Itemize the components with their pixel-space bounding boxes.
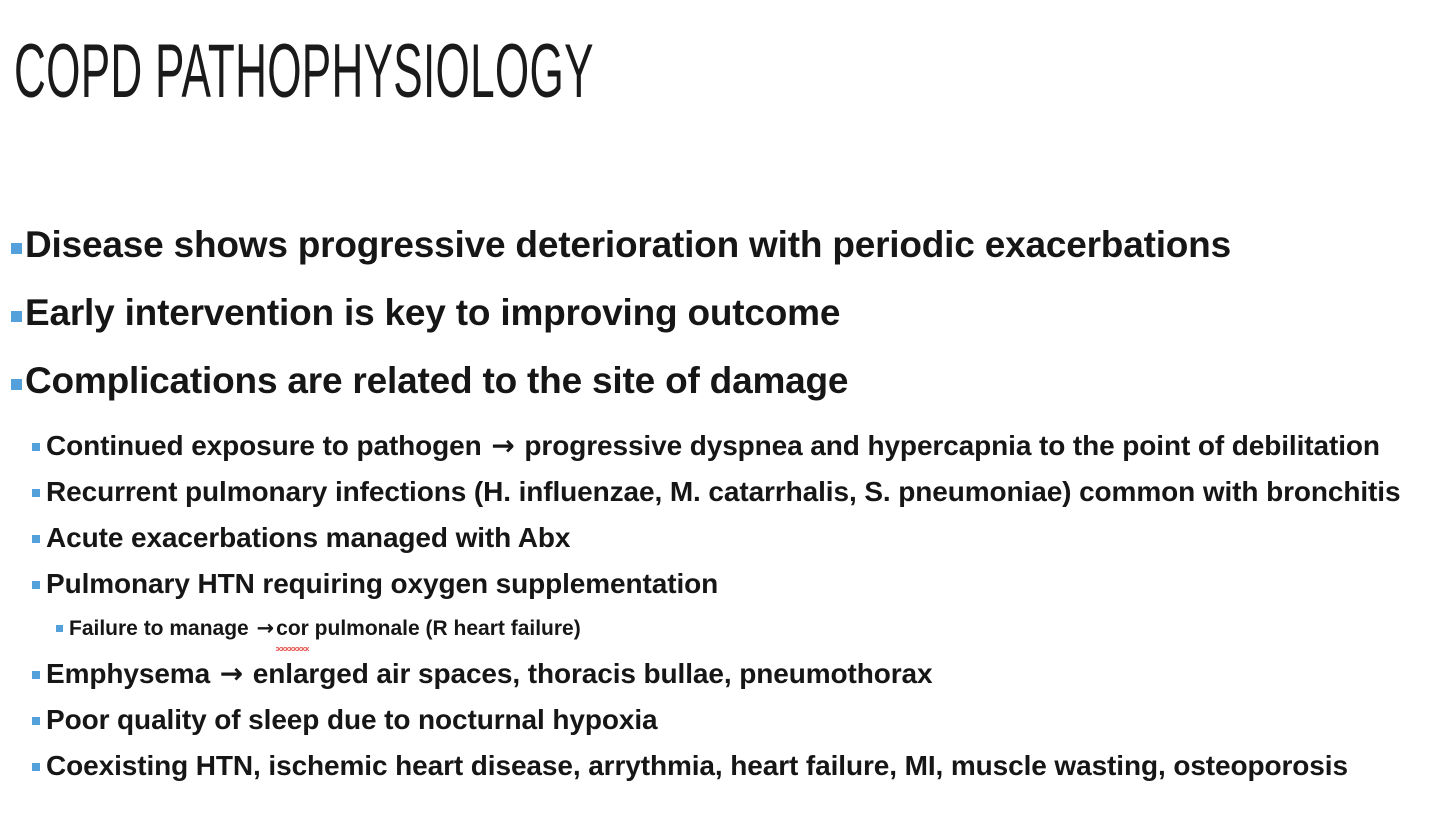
slide-body-content xyxy=(0,222,1440,792)
right-arrow-icon: → xyxy=(491,429,515,462)
bullet-item-level1 xyxy=(0,222,1440,290)
bullet-text: Recurrent pulmonary infections (H. influenzae, M. catarrhalis, S. pneumoniae) common with bronchitis xyxy=(46,476,1401,507)
bullet-text-segment: Emphysema xyxy=(46,658,218,689)
bullet-text: Disease shows progressive deterioration with periodic exacerbations xyxy=(25,224,1231,265)
bullet-item-level2 xyxy=(0,472,1440,518)
bullet-item-level2 xyxy=(0,700,1440,746)
slide-title: COPD PATHOPHYSIOLOGY xyxy=(14,29,594,114)
bullet-text-segment: progressive dyspnea and hypercapnia to the point of debilitation xyxy=(516,430,1380,461)
square-bullet-icon xyxy=(11,379,22,390)
bullet-text: Poor quality of sleep due to nocturnal hypoxia xyxy=(46,704,658,735)
square-bullet-icon xyxy=(32,671,40,679)
bullet-text-segment: pulmonale (R heart failure) xyxy=(308,617,581,640)
bullet-text xyxy=(69,610,581,647)
bullet-item-level1 xyxy=(0,358,1440,426)
bullet-text: Pulmonary HTN requiring oxygen supplementation xyxy=(46,568,719,599)
bullet-text xyxy=(46,426,1380,466)
misspelled-word: cor xyxy=(276,611,309,647)
square-bullet-icon xyxy=(56,625,63,632)
square-bullet-icon xyxy=(32,717,40,725)
square-bullet-icon xyxy=(11,243,22,254)
bullet-item-level3 xyxy=(0,610,1440,654)
bullet-item-level2 xyxy=(0,654,1440,700)
square-bullet-icon xyxy=(32,489,40,497)
bullet-item-level2 xyxy=(0,426,1440,472)
square-bullet-icon xyxy=(32,763,40,771)
right-arrow-icon: → xyxy=(219,657,244,690)
bullet-text-segment: Continued exposure to pathogen xyxy=(46,430,490,461)
bullet-item-level2 xyxy=(0,746,1440,792)
bullet-text: Coexisting HTN, ischemic heart disease, arrythmia, heart failure, MI, muscle wasting, osteoporosis xyxy=(46,750,1348,781)
bullet-text: Complications are related to the site of damage xyxy=(25,360,849,401)
bullet-text-segment: Failure to manage xyxy=(69,617,255,640)
bullet-item-level1 xyxy=(0,290,1440,358)
bullet-text: Acute exacerbations managed with Abx xyxy=(46,522,571,553)
square-bullet-icon xyxy=(32,443,40,451)
bullet-text: Early intervention is key to improving outcome xyxy=(25,292,841,333)
bullet-item-level2 xyxy=(0,518,1440,564)
bullet-item-level2 xyxy=(0,564,1440,610)
bullet-text xyxy=(46,654,932,694)
square-bullet-icon xyxy=(32,581,40,589)
square-bullet-icon xyxy=(11,311,22,322)
right-arrow-icon: → xyxy=(256,616,275,640)
square-bullet-icon xyxy=(32,535,40,543)
bullet-text-segment: enlarged air spaces, thoracis bullae, pneumothorax xyxy=(245,658,933,689)
